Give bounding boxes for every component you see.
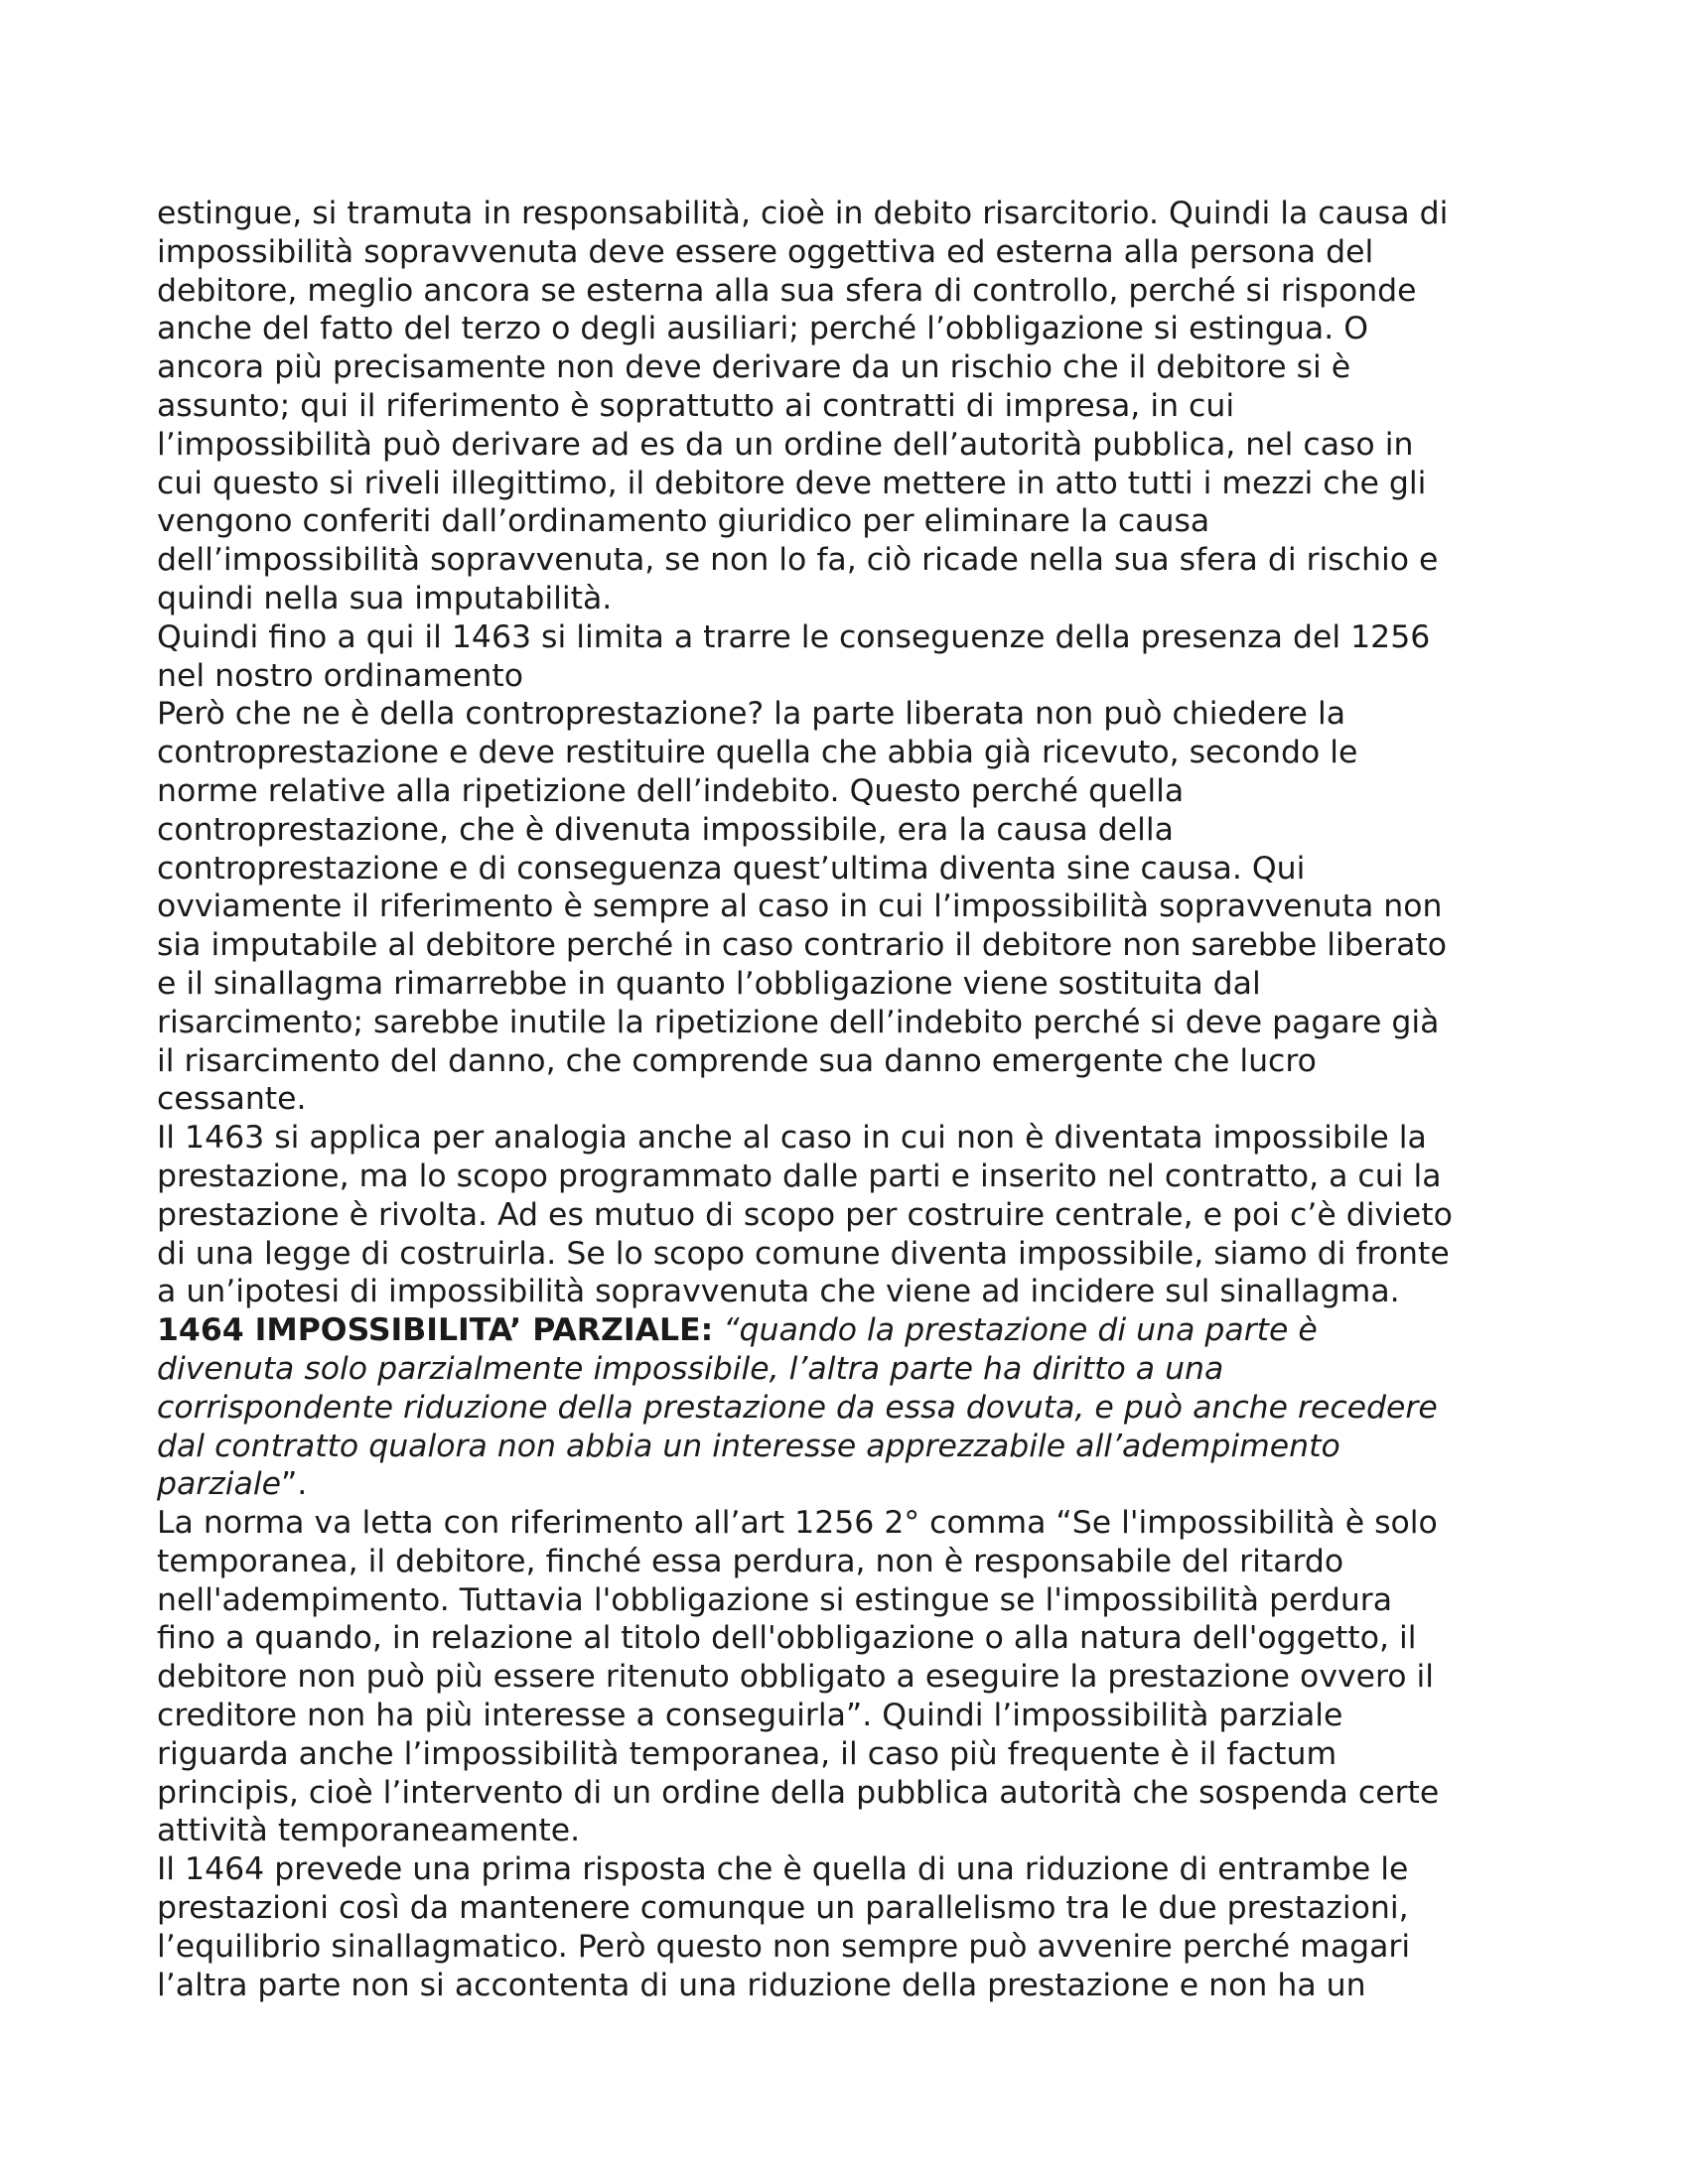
- text-line: [157, 1273, 1547, 1311]
- text-line: [157, 811, 1547, 850]
- text-line: [157, 1235, 1547, 1274]
- body-text: di una legge di costruirla. Se lo scopo comune diventa impossibile, siamo di fronte: [157, 1235, 1450, 1272]
- quoted-article-text: corrispondente riduzione della prestazione da essa dovuta, e può anche recedere: [157, 1389, 1438, 1426]
- body-text: prestazioni così da mantenere comunque un parallelismo tra le due prestazioni,: [157, 1890, 1409, 1927]
- text-line: [157, 195, 1547, 233]
- text-line: [157, 541, 1547, 580]
- text-line: [157, 1774, 1547, 1813]
- body-text: quindi nella sua imputabilità.: [157, 580, 613, 616]
- body-text: principis, cioè l’intervento di un ordine della pubblica autorità che sospenda certe: [157, 1774, 1440, 1811]
- body-text: estingue, si tramuta in responsabilità, cioè in debito risarcitorio. Quindi la causa di: [157, 196, 1449, 231]
- body-text: temporanea, il debitore, finché essa perdura, non è responsabile del ritardo: [157, 1543, 1344, 1579]
- body-text: fino a quando, in relazione al titolo dell'obbligazione o alla natura dell'oggetto, il: [157, 1620, 1417, 1657]
- quoted-article-text: parziale: [157, 1466, 281, 1503]
- text-line: [157, 1119, 1547, 1158]
- body-text: a un’ipotesi di impossibilità sopravvenuta che viene ad incidere sul sinallagma.: [157, 1274, 1400, 1310]
- text-line: [157, 1004, 1547, 1042]
- text-line: [157, 1697, 1547, 1735]
- body-text: ovviamente il riferimento è sempre al caso in cui l’impossibilità sopravvenuta non: [157, 888, 1443, 925]
- body-text: cui questo si riveli illegittimo, il debitore deve mettere in atto tutti i mezzi che gli: [157, 465, 1427, 501]
- body-text: l’impossibilità può derivare ad es da un ordine dell’autorità pubblica, nel caso in: [157, 426, 1414, 463]
- body-text: prestazione, ma lo scopo programmato dalle parti e inserito nel contratto, a cui la: [157, 1158, 1442, 1194]
- body-text: vengono conferiti dall’ordinamento giuridico per eliminare la causa: [157, 503, 1210, 540]
- body-text: risarcimento; sarebbe inutile la ripetizione dell’indebito perché si deve pagare già: [157, 1004, 1440, 1040]
- body-text: [713, 1312, 723, 1348]
- text-line: [157, 1658, 1547, 1697]
- body-text: nell'adempimento. Tuttavia l'obbligazione si estingue se l'impossibilità perdura: [157, 1581, 1393, 1618]
- body-text: norme relative alla ripetizione dell’indebito. Questo perché quella: [157, 772, 1185, 809]
- text-line: [157, 887, 1547, 926]
- body-text: debitore non può più essere ritenuto obbligato a eseguire la prestazione ovvero il: [157, 1659, 1435, 1696]
- body-text: l’equilibrio sinallagmatico. Però questo non sempre può avvenire perché magari: [157, 1928, 1411, 1965]
- body-text: nel nostro ordinamento: [157, 657, 523, 694]
- text-line: [157, 387, 1547, 426]
- body-text: riguarda anche l’impossibilità temporanea, il caso più frequente è il factum: [157, 1735, 1337, 1772]
- text-line: [157, 695, 1547, 734]
- text-line: [157, 618, 1547, 657]
- text-line: [157, 1735, 1547, 1774]
- text-line: [157, 310, 1547, 348]
- quoted-article-text: “quando la prestazione di una parte è: [723, 1312, 1318, 1349]
- body-text: Però che ne è della controprestazione? la parte liberata non può chiedere la: [157, 696, 1345, 733]
- body-text: assunto; qui il riferimento è soprattutto ai contratti di impresa, in cui: [157, 387, 1235, 424]
- text-line: [157, 233, 1547, 272]
- text-line: [157, 850, 1547, 888]
- body-text: controprestazione e di conseguenza quest’ultima diventa sine causa. Qui: [157, 850, 1306, 887]
- body-text: controprestazione e deve restituire quella che abbia già ricevuto, secondo le: [157, 735, 1358, 771]
- text-line: [157, 1042, 1547, 1081]
- text-line: [157, 657, 1547, 696]
- text-line: [157, 1581, 1547, 1620]
- body-text: prestazione è rivolta. Ad es mutuo di scopo per costruire centrale, e poi c’è divieto: [157, 1196, 1453, 1233]
- body-text: debitore, meglio ancora se esterna alla sua sfera di controllo, perché si risponde: [157, 272, 1417, 309]
- body-text: cessante.: [157, 1081, 307, 1118]
- body-text: l’altra parte non si accontenta di una riduzione della prestazione e non ha un: [157, 1967, 1366, 2003]
- body-text: Quindi fino a qui il 1463 si limita a trarre le conseguenze della presenza del 1256: [157, 618, 1431, 655]
- text-line: [157, 1311, 1547, 1350]
- text-line: [157, 1465, 1547, 1504]
- text-line: [157, 1428, 1547, 1466]
- text-line: [157, 1812, 1547, 1850]
- body-text: Il 1464 prevede una prima risposta che è quella di una riduzione di entrambe le: [157, 1851, 1409, 1888]
- text-line: [157, 1389, 1547, 1428]
- text-line: [157, 772, 1547, 811]
- text-line: [157, 348, 1547, 387]
- text-line: [157, 734, 1547, 772]
- body-text: dell’impossibilità sopravvenuta, se non lo fa, ciò ricade nella sua sfera di rischio e: [157, 542, 1439, 579]
- text-line: [157, 1504, 1547, 1543]
- body-text: La norma va letta con riferimento all’art 1256 2° comma “Se l'impossibilità è solo: [157, 1505, 1438, 1542]
- body-text: il risarcimento del danno, che comprende sua danno emergente che lucro: [157, 1042, 1317, 1079]
- text-line: [157, 1850, 1547, 1889]
- text-line: [157, 965, 1547, 1004]
- body-text: ”.: [280, 1466, 308, 1503]
- text-line: [157, 272, 1547, 311]
- text-line: [157, 1967, 1547, 2005]
- section-heading: 1464 IMPOSSIBILITA’ PARZIALE:: [157, 1312, 714, 1349]
- text-line: [157, 1080, 1547, 1119]
- body-text: ancora più precisamente non deve derivare da un rischio che il debitore si è: [157, 349, 1351, 386]
- body-text: impossibilità sopravvenuta deve essere oggettiva ed esterna alla persona del: [157, 233, 1374, 270]
- document-page: [157, 195, 1547, 2004]
- body-text: creditore non ha più interesse a conseguirla”. Quindi l’impossibilità parziale: [157, 1698, 1343, 1734]
- text-line: [157, 580, 1547, 618]
- text-line: [157, 1928, 1547, 1967]
- text-line: [157, 1619, 1547, 1658]
- text-line: [157, 1350, 1547, 1389]
- quoted-article-text: dal contratto qualora non abbia un interesse apprezzabile all’adempimento: [157, 1428, 1340, 1464]
- body-text: sia imputabile al debitore perché in caso contrario il debitore non sarebbe liberato: [157, 927, 1448, 964]
- body-text: e il sinallagma rimarrebbe in quanto l’obbligazione viene sostituita dal: [157, 965, 1261, 1002]
- quoted-article-text: divenuta solo parzialmente impossibile, l’altra parte ha diritto a una: [157, 1350, 1224, 1387]
- text-line: [157, 1158, 1547, 1196]
- body-text: controprestazione, che è divenuta impossibile, era la causa della: [157, 811, 1174, 848]
- text-line: [157, 926, 1547, 965]
- body-text: Il 1463 si applica per analogia anche al caso in cui non è diventata impossibile la: [157, 1120, 1427, 1157]
- text-line: [157, 502, 1547, 541]
- text-line: [157, 1196, 1547, 1235]
- text-line: [157, 426, 1547, 465]
- text-line: [157, 1889, 1547, 1928]
- text-line: [157, 1543, 1547, 1581]
- text-line: [157, 465, 1547, 503]
- body-text: attività temporaneamente.: [157, 1813, 581, 1849]
- body-text: anche del fatto del terzo o degli ausiliari; perché l’obbligazione si estingua. O: [157, 311, 1369, 347]
